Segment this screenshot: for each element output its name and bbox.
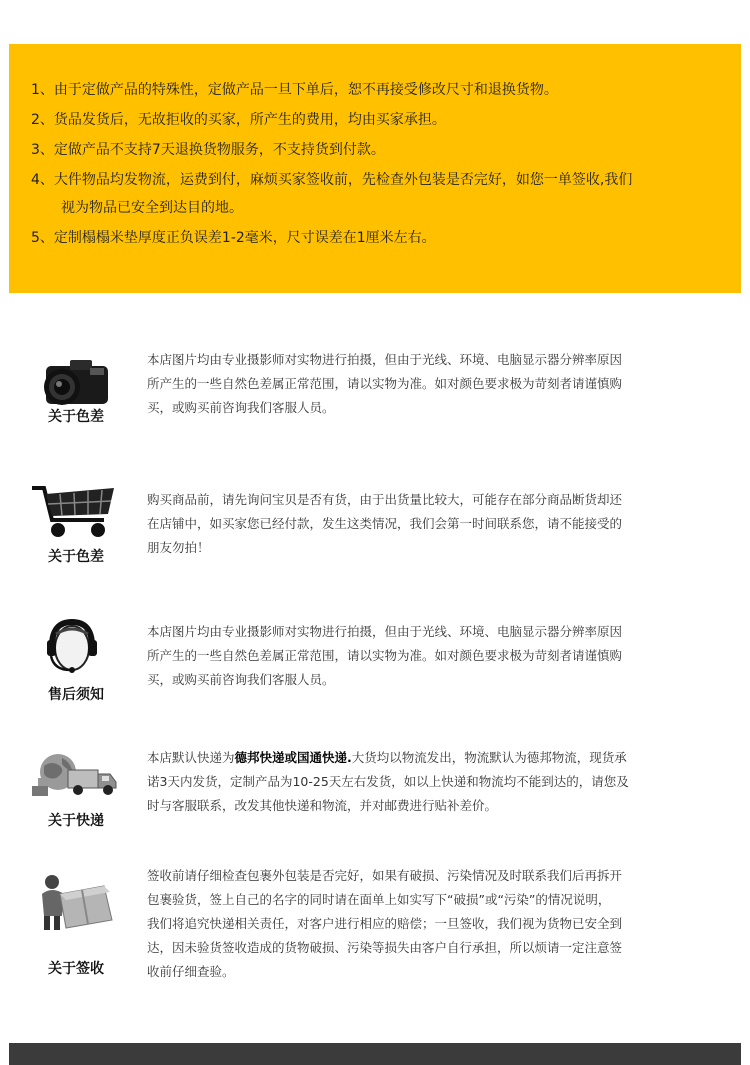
section-label: 关于色差 bbox=[48, 409, 104, 425]
text-suffix: 大货均以物流发出，物流默认为德邦物流，现货承 bbox=[351, 750, 627, 765]
text-line: 收前仔细查验。 bbox=[147, 964, 235, 979]
text-line: 达，因未验货签收造成的货物破损、污染等损失由客户自行承担，所以烦请一定注意签 bbox=[147, 940, 623, 955]
text-line: 包裹验货，签上自己的名字的同时请在面单上如实写下“破损”或“污染”的情况说明， bbox=[147, 892, 611, 907]
text-prefix: 本店默认快递为 bbox=[147, 750, 235, 765]
section-label: 关于快递 bbox=[48, 813, 104, 829]
footer-bar bbox=[9, 1043, 741, 1065]
headset-icon bbox=[30, 616, 120, 678]
section-label: 关于色差 bbox=[48, 549, 104, 565]
notice-panel bbox=[9, 44, 741, 293]
text-line-1 bbox=[147, 746, 717, 770]
notice-line-4-cont: 视为物品已安全到达目的地。 bbox=[61, 200, 243, 216]
notice-line-1: 1、由于定做产品的特殊性，定做产品一旦下单后，恕不再接受修改尺寸和退换货物。 bbox=[31, 82, 558, 98]
delivery-truck-icon bbox=[30, 748, 120, 810]
text-line: 所产生的一些自然色差属正常范围，请以实物为准。如对颜色要求极为苛刻者请谨慎购 bbox=[147, 648, 623, 663]
notice-line-5: 5、定制榻榻米垫厚度正负误差1-2毫米，尺寸误差在1厘米左右。 bbox=[31, 230, 436, 246]
text-line: 朋友勿拍！ bbox=[147, 540, 210, 555]
text-line: 买，或购买前咨询我们客服人员。 bbox=[147, 400, 335, 415]
section-label: 售后须知 bbox=[48, 687, 104, 703]
section-label: 关于签收 bbox=[48, 961, 104, 977]
text-line: 时与客服联系，改发其他快递和物流，并对邮费进行贴补差价。 bbox=[147, 798, 498, 813]
text-line: 所产生的一些自然色差属正常范围，请以实物为准。如对颜色要求极为苛刻者请谨慎购 bbox=[147, 376, 623, 391]
text-line: 买，或购买前咨询我们客服人员。 bbox=[147, 672, 335, 687]
text-line: 在店铺中，如买家您已经付款，发生这类情况，我们会第一时间联系您，请不能接受的 bbox=[147, 516, 623, 531]
courier-package-icon bbox=[30, 872, 120, 934]
section-text bbox=[147, 348, 717, 420]
section-text bbox=[147, 488, 717, 560]
section-text bbox=[147, 620, 717, 692]
text-line: 本店图片均由专业摄影师对实物进行拍摄，但由于光线、环境、电脑显示器分辨率原因 bbox=[147, 352, 623, 367]
section-text bbox=[147, 746, 717, 818]
text-line: 本店图片均由专业摄影师对实物进行拍摄，但由于光线、环境、电脑显示器分辨率原因 bbox=[147, 624, 623, 639]
text-line: 诺3天内发货，定制产品为10-25天左右发货，如以上快递和物流均不能到达的，请您及 bbox=[147, 774, 629, 789]
notice-line-3: 3、定做产品不支持7天退换货物服务，不支持货到付款。 bbox=[31, 142, 385, 158]
section-text bbox=[147, 864, 717, 984]
text-line: 我们将追究快递相关责任，对客户进行相应的赔偿；一旦签收，我们视为货物已安全到 bbox=[147, 916, 623, 931]
courier-highlight: 德邦快递或国通快递. bbox=[234, 750, 352, 765]
camera-icon bbox=[30, 350, 120, 412]
notice-line-4: 4、大件物品均发物流，运费到付，麻烦买家签收前，先检查外包装是否完好，如您一单签收,我们 bbox=[31, 172, 633, 188]
text-line: 签收前请仔细检查包裹外包装是否完好，如果有破损、污染情况及时联系我们后再拆开 bbox=[147, 868, 623, 883]
text-line: 购买商品前，请先询问宝贝是否有货，由于出货量比较大，可能存在部分商品断货却还 bbox=[147, 492, 623, 507]
shopping-cart-icon bbox=[30, 480, 120, 542]
notice-line-2: 2、货品发货后，无故拒收的买家，所产生的费用，均由买家承担。 bbox=[31, 112, 446, 128]
